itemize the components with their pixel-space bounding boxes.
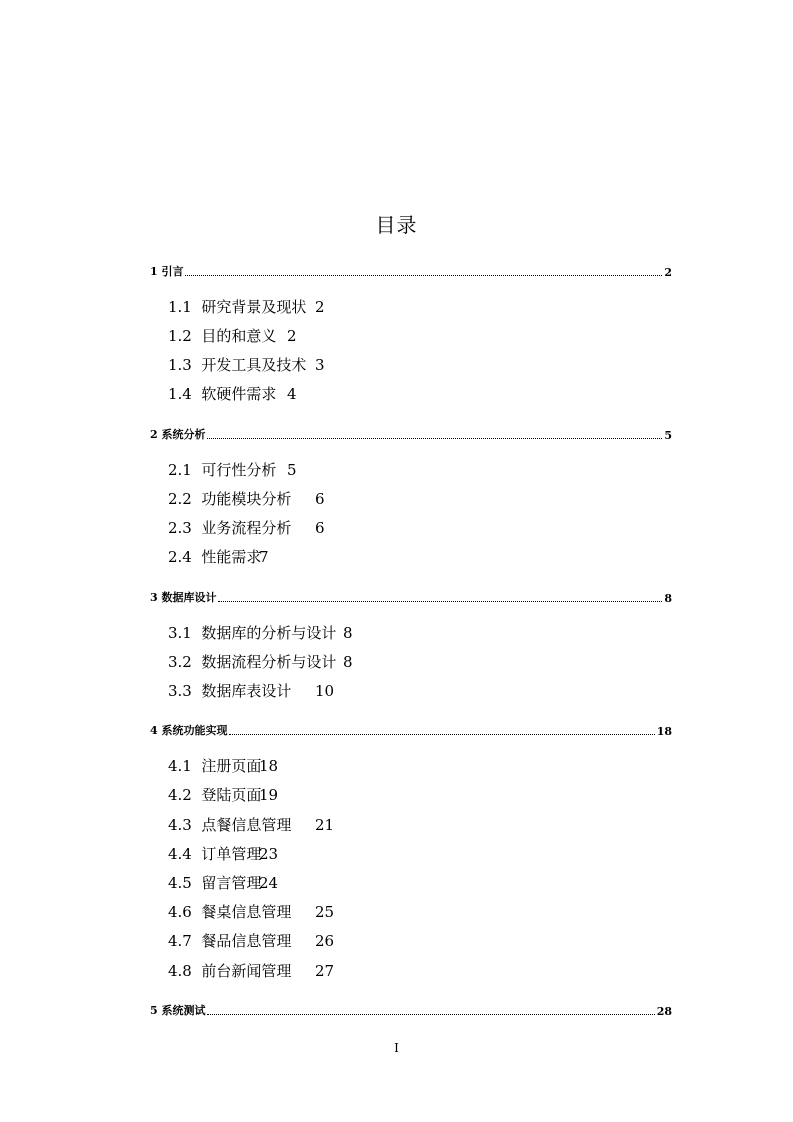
toc-section-page: 24 <box>259 874 279 892</box>
toc-section-4-6[interactable] <box>168 901 335 923</box>
toc-chapter-3[interactable] <box>150 589 672 605</box>
toc-section-page: 8 <box>343 653 353 671</box>
toc-section-number: 1.1 <box>168 298 197 316</box>
dot-leader <box>185 275 662 276</box>
toc-section-title: 开发工具及技术 <box>201 356 307 374</box>
toc-section-page: 25 <box>315 903 335 921</box>
toc-section-4-1[interactable] <box>168 755 279 777</box>
toc-section-page: 4 <box>287 385 297 403</box>
toc-section-page: 27 <box>315 962 335 980</box>
toc-section-page: 6 <box>315 519 325 537</box>
toc-section-title: 数据流程分析与设计 <box>201 653 337 671</box>
toc-section-number: 2.1 <box>168 461 197 479</box>
toc-section-2-4[interactable] <box>168 546 269 568</box>
toc-section-page: 8 <box>343 624 353 642</box>
toc-section-page: 26 <box>315 932 335 950</box>
toc-section-number: 4.5 <box>168 874 197 892</box>
toc-section-4-5[interactable] <box>168 872 279 894</box>
toc-chapter-5[interactable] <box>150 1002 672 1018</box>
toc-section-number: 4.1 <box>168 757 197 775</box>
toc-section-title: 登陆页面 <box>201 786 262 804</box>
toc-section-number: 1.3 <box>168 356 197 374</box>
dot-leader <box>207 438 662 439</box>
toc-chapter-label: 1 引言 <box>150 265 184 278</box>
toc-section-title: 订单管理 <box>201 845 262 863</box>
toc-section-number: 1.4 <box>168 385 197 403</box>
toc-section-page: 5 <box>287 461 297 479</box>
toc-section-number: 4.6 <box>168 903 197 921</box>
toc-chapter-page: 8 <box>664 592 672 605</box>
toc-section-1-2[interactable] <box>168 325 297 347</box>
toc-section-number: 3.3 <box>168 682 197 700</box>
toc-section-4-7[interactable] <box>168 930 335 952</box>
toc-section-3-2[interactable] <box>168 651 353 673</box>
toc-section-number: 2.2 <box>168 490 197 508</box>
toc-section-title: 注册页面 <box>201 757 262 775</box>
toc-section-page: 19 <box>259 786 279 804</box>
page-number: I <box>394 1041 399 1055</box>
toc-section-number: 4.2 <box>168 786 197 804</box>
toc-section-2-1[interactable] <box>168 459 297 481</box>
toc-section-number: 4.8 <box>168 962 197 980</box>
toc-section-3-3[interactable] <box>168 680 335 702</box>
toc-chapter-page: 18 <box>656 725 672 738</box>
toc-chapter-4[interactable] <box>150 722 672 738</box>
toc-section-title: 研究背景及现状 <box>201 298 307 316</box>
toc-chapter-page: 2 <box>664 266 672 279</box>
toc-chapter-2[interactable] <box>150 426 672 442</box>
toc-section-number: 4.3 <box>168 816 197 834</box>
toc-section-4-4[interactable] <box>168 843 279 865</box>
toc-chapter-label: 4 系统功能实现 <box>150 724 228 737</box>
toc-section-page: 7 <box>259 548 269 566</box>
toc-section-title: 数据库表设计 <box>201 682 292 700</box>
toc-section-title: 可行性分析 <box>201 461 277 479</box>
toc-section-number: 3.2 <box>168 653 197 671</box>
toc-section-title: 点餐信息管理 <box>201 816 292 834</box>
dot-leader <box>229 734 654 735</box>
toc-section-2-2[interactable] <box>168 488 325 510</box>
toc-section-4-3[interactable] <box>168 814 335 836</box>
toc-section-page: 23 <box>259 845 279 863</box>
toc-chapter-page: 5 <box>664 429 672 442</box>
toc-chapter-label: 5 系统测试 <box>150 1004 206 1017</box>
toc-section-title: 性能需求 <box>201 548 262 566</box>
toc-section-number: 4.7 <box>168 932 197 950</box>
toc-section-number: 3.1 <box>168 624 197 642</box>
toc-section-title: 数据库的分析与设计 <box>201 624 337 642</box>
toc-section-title: 业务流程分析 <box>201 519 292 537</box>
toc-section-title: 餐品信息管理 <box>201 932 292 950</box>
toc-section-page: 6 <box>315 490 325 508</box>
toc-section-page: 18 <box>259 757 279 775</box>
toc-section-page: 2 <box>287 327 297 345</box>
toc-section-4-2[interactable] <box>168 784 279 806</box>
toc-section-page: 3 <box>315 356 325 374</box>
toc-section-1-1[interactable] <box>168 296 325 318</box>
dot-leader <box>218 601 662 602</box>
toc-section-title: 软硬件需求 <box>201 385 277 403</box>
toc-section-number: 1.2 <box>168 327 197 345</box>
toc-section-page: 21 <box>315 816 335 834</box>
toc-chapter-page: 28 <box>656 1005 672 1018</box>
toc-section-number: 2.4 <box>168 548 197 566</box>
toc-section-2-3[interactable] <box>168 517 325 539</box>
toc-section-number: 2.3 <box>168 519 197 537</box>
toc-section-4-8[interactable] <box>168 960 335 982</box>
toc-section-1-4[interactable] <box>168 383 297 405</box>
toc-section-number: 4.4 <box>168 845 197 863</box>
toc-section-title: 前台新闻管理 <box>201 962 292 980</box>
toc-section-title: 留言管理 <box>201 874 262 892</box>
toc-section-3-1[interactable] <box>168 622 353 644</box>
toc-chapter-label: 3 数据库设计 <box>150 591 217 604</box>
toc-chapter-label: 2 系统分析 <box>150 428 206 441</box>
toc-section-title: 目的和意义 <box>201 327 277 345</box>
dot-leader <box>207 1014 654 1015</box>
toc-section-page: 2 <box>315 298 325 316</box>
toc-section-page: 10 <box>315 682 335 700</box>
toc-chapter-1[interactable] <box>150 263 672 279</box>
toc-section-1-3[interactable] <box>168 354 325 376</box>
toc-section-title: 功能模块分析 <box>201 490 292 508</box>
toc-section-title: 餐桌信息管理 <box>201 903 292 921</box>
page-title: 目录 <box>375 213 418 238</box>
